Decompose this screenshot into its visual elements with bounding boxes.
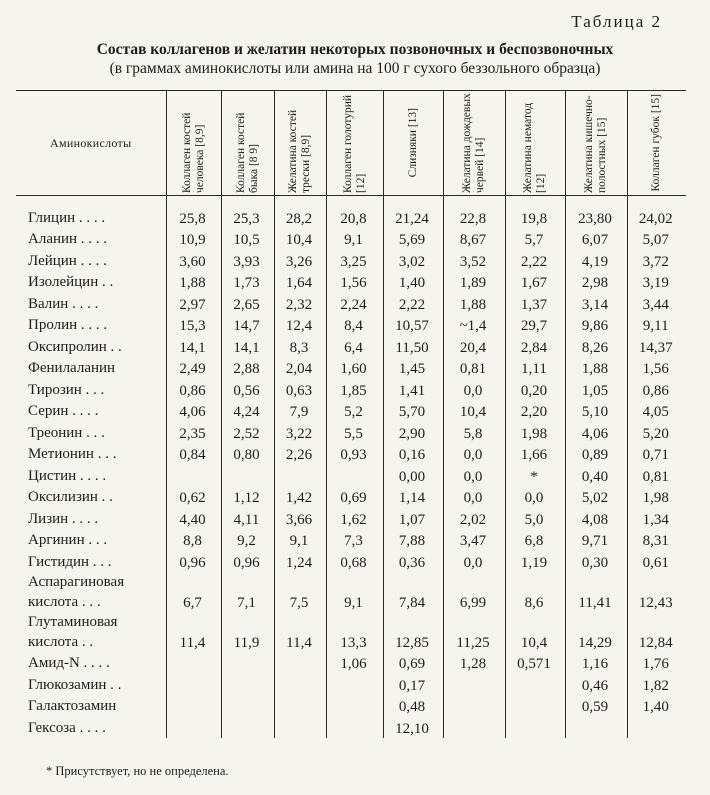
amino-acid-name: Аланин . . . . <box>28 231 108 247</box>
value-cell: 8,67 <box>443 228 505 250</box>
value-cell: 0,0 <box>443 486 505 508</box>
value-cell: 4,06 <box>166 400 221 422</box>
value-cell <box>221 716 274 738</box>
value-cell: 7,1 <box>221 572 274 612</box>
value-cell: 4,19 <box>565 249 627 271</box>
value-cell <box>166 673 221 695</box>
value-cell: 0,81 <box>627 464 686 486</box>
value-cell: 11,4 <box>274 612 326 652</box>
value-cell: 9,11 <box>627 314 686 336</box>
amino-acid-name: Лизин . . . . <box>28 510 99 527</box>
amino-acid-name: Аргинин . . . <box>28 532 108 548</box>
value-cell: 5,20 <box>627 421 686 443</box>
value-cell: 5,70 <box>383 400 443 422</box>
spacer-cell <box>274 196 326 207</box>
value-cell: 0,89 <box>565 443 627 465</box>
value-cell <box>166 695 221 717</box>
value-cell: 1,66 <box>505 443 565 465</box>
value-cell: 3,60 <box>166 249 221 271</box>
value-cell: 0,61 <box>627 550 686 572</box>
spacer-cell <box>16 196 166 207</box>
value-cell <box>274 695 326 717</box>
table-row <box>16 421 686 443</box>
value-cell: 1,11 <box>505 357 565 379</box>
value-cell: 2,20 <box>505 400 565 422</box>
value-cell: 1,88 <box>443 292 505 314</box>
value-cell: 7,3 <box>326 529 383 551</box>
value-cell: 1,88 <box>166 271 221 293</box>
table-row <box>16 529 686 551</box>
amino-acid-table <box>16 90 686 738</box>
value-cell: 3,66 <box>274 507 326 529</box>
value-cell: 11,25 <box>443 612 505 652</box>
value-cell: 3,52 <box>443 249 505 271</box>
value-cell: 25,8 <box>166 206 221 228</box>
table-row <box>16 400 686 422</box>
value-cell: 1,12 <box>221 486 274 508</box>
spacer-cell <box>326 196 383 207</box>
table-row <box>16 612 686 652</box>
amino-acid-name: Аспарагиновая кислота . . . <box>28 573 125 610</box>
value-cell: 19,8 <box>505 206 565 228</box>
value-cell: 2,32 <box>274 292 326 314</box>
table-row <box>16 550 686 572</box>
value-cell <box>274 673 326 695</box>
value-cell: 11,9 <box>221 612 274 652</box>
value-cell: 9,1 <box>326 572 383 612</box>
value-cell: 3,47 <box>443 529 505 551</box>
table-row <box>16 695 686 717</box>
value-cell: 0,20 <box>505 378 565 400</box>
table-title <box>0 40 710 78</box>
value-cell: 1,28 <box>443 652 505 674</box>
amino-acid-name: Глицин . . . . <box>28 209 106 226</box>
header-col-9 <box>627 91 686 196</box>
value-cell: 8,4 <box>326 314 383 336</box>
amino-acid-name: Метионин . . . <box>28 446 117 462</box>
value-cell: 20,4 <box>443 335 505 357</box>
value-cell <box>274 652 326 674</box>
value-cell: 13,3 <box>326 612 383 652</box>
header-col-9-label: Коллаген губок [15] <box>650 94 663 192</box>
amino-acid-name: Пролин . . . . <box>28 317 108 333</box>
header-col-5 <box>383 91 443 196</box>
value-cell: 0,00 <box>383 464 443 486</box>
table-row <box>16 357 686 379</box>
value-cell: 1,82 <box>627 673 686 695</box>
header-col-6-label: Желатина дождевых червей [14] <box>461 93 486 193</box>
value-cell: 0,68 <box>326 550 383 572</box>
value-cell: 9,1 <box>274 529 326 551</box>
value-cell: 1,24 <box>274 550 326 572</box>
value-cell: 5,2 <box>326 400 383 422</box>
value-cell <box>166 652 221 674</box>
value-cell: 4,05 <box>627 400 686 422</box>
value-cell: 1,67 <box>505 271 565 293</box>
header-col-3-label: Желатина костей трески [8,9] <box>287 109 312 193</box>
value-cell: 29,7 <box>505 314 565 336</box>
header-col-4 <box>326 91 383 196</box>
value-cell: 0,46 <box>565 673 627 695</box>
value-cell: 10,4 <box>505 612 565 652</box>
value-cell: 1,41 <box>383 378 443 400</box>
table-row <box>16 486 686 508</box>
value-cell: 12,43 <box>627 572 686 612</box>
amino-acid-name: Амид-N . . . . <box>28 655 110 671</box>
value-cell <box>443 716 505 738</box>
value-cell: 10,4 <box>443 400 505 422</box>
value-cell: 14,29 <box>565 612 627 652</box>
value-cell <box>505 695 565 717</box>
value-cell: 1,62 <box>326 507 383 529</box>
value-cell: 0,17 <box>383 673 443 695</box>
value-cell: 6,99 <box>443 572 505 612</box>
value-cell: 6,7 <box>166 572 221 612</box>
value-cell: 3,02 <box>383 249 443 271</box>
value-cell: 11,41 <box>565 572 627 612</box>
value-cell: 3,72 <box>627 249 686 271</box>
value-cell: 6,8 <box>505 529 565 551</box>
value-cell: 10,5 <box>221 228 274 250</box>
value-cell <box>443 673 505 695</box>
value-cell: 12,84 <box>627 612 686 652</box>
value-cell: 4,24 <box>221 400 274 422</box>
value-cell: 10,57 <box>383 314 443 336</box>
value-cell <box>326 464 383 486</box>
value-cell: 5,69 <box>383 228 443 250</box>
value-cell: 8,31 <box>627 529 686 551</box>
table-row <box>16 335 686 357</box>
value-cell: 7,9 <box>274 400 326 422</box>
value-cell: * <box>505 464 565 486</box>
value-cell: 5,10 <box>565 400 627 422</box>
value-cell: 12,4 <box>274 314 326 336</box>
amino-acid-name: Изолейцин . . <box>28 274 114 290</box>
value-cell: 20,8 <box>326 206 383 228</box>
table-row <box>16 572 686 612</box>
value-cell: 1,40 <box>383 271 443 293</box>
value-cell: 1,85 <box>326 378 383 400</box>
value-cell <box>221 652 274 674</box>
value-cell: 0,56 <box>221 378 274 400</box>
value-cell: 12,85 <box>383 612 443 652</box>
header-col-5-label: Слизняки [13] <box>406 108 419 178</box>
value-cell: 23,80 <box>565 206 627 228</box>
value-cell <box>166 716 221 738</box>
table-row <box>16 249 686 271</box>
value-cell: 5,0 <box>505 507 565 529</box>
footnote: * Присутствует, но не определена. <box>46 764 229 778</box>
value-cell: 0,86 <box>166 378 221 400</box>
value-cell: 3,25 <box>326 249 383 271</box>
value-cell: 7,88 <box>383 529 443 551</box>
value-cell <box>221 464 274 486</box>
value-cell <box>221 695 274 717</box>
title-line-1: Состав коллагенов и желатин некоторых позвоночных и беспозвоночных <box>96 41 614 58</box>
value-cell: 15,3 <box>166 314 221 336</box>
header-col-7-label: Желатина нематод [12] <box>522 102 547 193</box>
amino-acid-name: Глутаминовая кислота . . <box>28 613 118 650</box>
value-cell: 14,37 <box>627 335 686 357</box>
value-cell: 2,97 <box>166 292 221 314</box>
spacer-row <box>16 196 686 207</box>
value-cell: 6,07 <box>565 228 627 250</box>
value-cell: 1,73 <box>221 271 274 293</box>
amino-acid-name: Фенилаланин <box>28 360 116 376</box>
value-cell: 4,40 <box>166 507 221 529</box>
table-body <box>16 196 686 738</box>
amino-acid-name: Треонин . . . <box>28 424 105 441</box>
value-cell: 1,98 <box>627 486 686 508</box>
amino-acid-name: Глюкозамин . . <box>28 676 122 693</box>
value-cell: 0,48 <box>383 695 443 717</box>
header-col-2-label: Коллаген костей быка [8 9] <box>234 112 260 193</box>
spacer-cell <box>443 196 505 207</box>
value-cell: ~1,4 <box>443 314 505 336</box>
value-cell: 7,84 <box>383 572 443 612</box>
table-row <box>16 228 686 250</box>
value-cell: 0,80 <box>221 443 274 465</box>
value-cell: 12,10 <box>383 716 443 738</box>
value-cell <box>221 673 274 695</box>
value-cell: 1,76 <box>627 652 686 674</box>
value-cell: 4,06 <box>565 421 627 443</box>
spacer-cell <box>383 196 443 207</box>
value-cell: 21,24 <box>383 206 443 228</box>
value-cell: 3,22 <box>274 421 326 443</box>
value-cell: 1,16 <box>565 652 627 674</box>
value-cell <box>166 464 221 486</box>
value-cell: 1,06 <box>326 652 383 674</box>
value-cell: 0,0 <box>443 443 505 465</box>
value-cell: 0,71 <box>627 443 686 465</box>
value-cell: 1,37 <box>505 292 565 314</box>
value-cell: 2,26 <box>274 443 326 465</box>
value-cell: 4,11 <box>221 507 274 529</box>
amino-acid-name: Оксилизин . . <box>28 489 113 505</box>
header-col-8 <box>565 91 627 196</box>
value-cell <box>505 673 565 695</box>
value-cell: 11,4 <box>166 612 221 652</box>
header-row <box>16 91 686 196</box>
value-cell: 24,02 <box>627 206 686 228</box>
value-cell: 3,26 <box>274 249 326 271</box>
amino-acid-name: Оксипролин . . <box>28 338 122 355</box>
amino-acid-name: Лейцин . . . . <box>28 252 107 269</box>
value-cell: 1,42 <box>274 486 326 508</box>
value-cell: 28,2 <box>274 206 326 228</box>
value-cell: 2,49 <box>166 357 221 379</box>
value-cell: 1,07 <box>383 507 443 529</box>
table-row <box>16 378 686 400</box>
header-col-4-label: Коллаген голотурий [12] <box>341 94 367 193</box>
value-cell: 3,44 <box>627 292 686 314</box>
value-cell: 0,86 <box>627 378 686 400</box>
value-cell: 5,07 <box>627 228 686 250</box>
value-cell: 3,19 <box>627 271 686 293</box>
value-cell: 22,8 <box>443 206 505 228</box>
value-cell: 2,24 <box>326 292 383 314</box>
table-row <box>16 673 686 695</box>
value-cell: 9,2 <box>221 529 274 551</box>
value-cell <box>326 695 383 717</box>
table-row <box>16 443 686 465</box>
value-cell: 0,59 <box>565 695 627 717</box>
value-cell: 0,0 <box>443 464 505 486</box>
value-cell: 2,35 <box>166 421 221 443</box>
value-cell: 5,5 <box>326 421 383 443</box>
amino-acid-name: Гексоза . . . . <box>28 719 106 736</box>
value-cell <box>274 716 326 738</box>
header-col-3 <box>274 91 326 196</box>
value-cell: 9,71 <box>565 529 627 551</box>
value-cell: 0,16 <box>383 443 443 465</box>
value-cell: 1,60 <box>326 357 383 379</box>
value-cell <box>274 464 326 486</box>
value-cell: 7,5 <box>274 572 326 612</box>
amino-acid-name: Серин . . . . <box>28 403 99 419</box>
value-cell: 1,40 <box>627 695 686 717</box>
value-cell: 8,6 <box>505 572 565 612</box>
value-cell: 4,08 <box>565 507 627 529</box>
value-cell: 2,65 <box>221 292 274 314</box>
header-col-2 <box>221 91 274 196</box>
table-row <box>16 206 686 228</box>
value-cell <box>443 695 505 717</box>
value-cell: 1,56 <box>326 271 383 293</box>
amino-acid-name: Галактозамин <box>28 698 117 714</box>
header-col-1 <box>166 91 221 196</box>
table-row <box>16 314 686 336</box>
value-cell: 0,84 <box>166 443 221 465</box>
value-cell: 6,4 <box>326 335 383 357</box>
value-cell: 9,1 <box>326 228 383 250</box>
spacer-cell <box>565 196 627 207</box>
amino-acid-name: Гистидин . . . <box>28 553 112 570</box>
value-cell: 1,45 <box>383 357 443 379</box>
header-col-6 <box>443 91 505 196</box>
title-line-2: (в граммах аминокислоты или амина на 100 г сухого беззольного образца) <box>109 60 601 77</box>
spacer-cell <box>505 196 565 207</box>
value-cell <box>505 716 565 738</box>
spacer-cell <box>166 196 221 207</box>
value-cell: 0,62 <box>166 486 221 508</box>
header-col-7 <box>505 91 565 196</box>
value-cell: 0,81 <box>443 357 505 379</box>
table-row <box>16 271 686 293</box>
value-cell: 1,89 <box>443 271 505 293</box>
amino-acid-name: Тирозин . . . <box>28 381 105 398</box>
value-cell <box>326 716 383 738</box>
value-cell: 0,96 <box>221 550 274 572</box>
spacer-cell <box>221 196 274 207</box>
value-cell: 0,36 <box>383 550 443 572</box>
value-cell: 2,22 <box>505 249 565 271</box>
value-cell: 1,14 <box>383 486 443 508</box>
value-cell: 10,9 <box>166 228 221 250</box>
value-cell <box>627 716 686 738</box>
table-row <box>16 464 686 486</box>
value-cell: 2,98 <box>565 271 627 293</box>
amino-acid-name: Цистин . . . . <box>28 467 107 484</box>
value-cell <box>565 716 627 738</box>
value-cell: 9,86 <box>565 314 627 336</box>
value-cell: 1,34 <box>627 507 686 529</box>
value-cell: 0,96 <box>166 550 221 572</box>
table-row <box>16 292 686 314</box>
value-cell: 11,50 <box>383 335 443 357</box>
value-cell: 2,04 <box>274 357 326 379</box>
amino-acid-name: Валин . . . . <box>28 295 99 312</box>
header-col-1-label: Коллаген костей человека [8,9] <box>180 112 206 193</box>
value-cell: 5,7 <box>505 228 565 250</box>
value-cell <box>326 673 383 695</box>
value-cell: 25,3 <box>221 206 274 228</box>
value-cell: 1,88 <box>565 357 627 379</box>
table-row <box>16 652 686 674</box>
value-cell: 0,0 <box>505 486 565 508</box>
value-cell: 1,19 <box>505 550 565 572</box>
value-cell: 0,69 <box>383 652 443 674</box>
value-cell: 3,14 <box>565 292 627 314</box>
value-cell: 2,88 <box>221 357 274 379</box>
value-cell: 14,7 <box>221 314 274 336</box>
header-amino-acids: Аминокислоты <box>16 91 166 196</box>
value-cell: 1,56 <box>627 357 686 379</box>
value-cell: 10,4 <box>274 228 326 250</box>
value-cell: 0,0 <box>443 378 505 400</box>
spacer-cell <box>627 196 686 207</box>
table-label: Таблица 2 <box>571 12 662 31</box>
value-cell: 2,22 <box>383 292 443 314</box>
value-cell: 1,98 <box>505 421 565 443</box>
value-cell: 0,93 <box>326 443 383 465</box>
value-cell: 0,30 <box>565 550 627 572</box>
value-cell: 0,0 <box>443 550 505 572</box>
value-cell: 2,90 <box>383 421 443 443</box>
value-cell: 5,02 <box>565 486 627 508</box>
table-row <box>16 507 686 529</box>
value-cell: 5,8 <box>443 421 505 443</box>
value-cell: 8,8 <box>166 529 221 551</box>
value-cell: 14,1 <box>221 335 274 357</box>
value-cell: 14,1 <box>166 335 221 357</box>
value-cell: 0,69 <box>326 486 383 508</box>
value-cell: 0,571 <box>505 652 565 674</box>
value-cell: 0,40 <box>565 464 627 486</box>
table-row <box>16 716 686 738</box>
header-col-8-label: Желатина кишечно-полостных [15] <box>583 95 608 193</box>
value-cell: 8,3 <box>274 335 326 357</box>
value-cell: 1,05 <box>565 378 627 400</box>
value-cell: 2,84 <box>505 335 565 357</box>
value-cell: 2,02 <box>443 507 505 529</box>
value-cell: 3,93 <box>221 249 274 271</box>
value-cell: 1,64 <box>274 271 326 293</box>
value-cell: 0,63 <box>274 378 326 400</box>
value-cell: 8,26 <box>565 335 627 357</box>
value-cell: 2,52 <box>221 421 274 443</box>
